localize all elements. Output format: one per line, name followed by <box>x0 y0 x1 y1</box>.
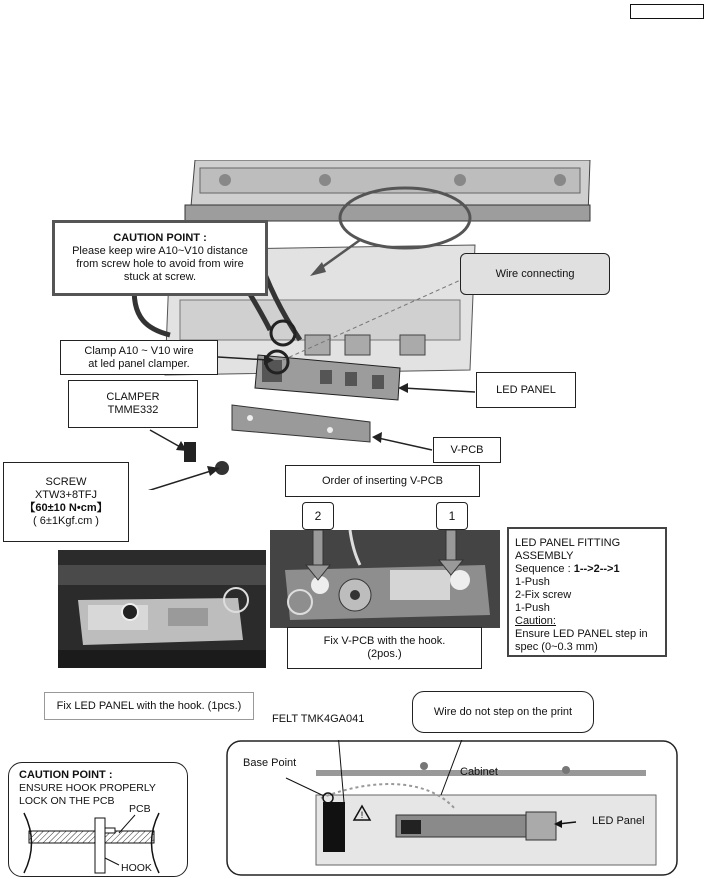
fix-vpcb-label <box>287 627 482 669</box>
caution-title: CAUTION POINT : <box>113 232 207 244</box>
clamper-name: CLAMPER <box>106 391 160 403</box>
screw-torque: 【60±10 N•cm】 <box>24 502 108 514</box>
fitting-caution-label: Caution: <box>515 615 556 627</box>
wire-connecting-label: Wire connecting <box>460 253 610 295</box>
fix-vpcb-line: Fix V-PCB with the hook. <box>323 635 446 647</box>
base-point-label: Base Point <box>243 757 297 769</box>
fitting-title: LED PANEL FITTING <box>515 537 621 549</box>
pcb-label: PCB <box>129 803 151 815</box>
screw-part: XTW3+8TFJ <box>34 489 98 501</box>
cabinet-label: Cabinet <box>460 766 498 778</box>
led-panel-small-label: LED Panel <box>592 815 645 827</box>
clamper-label <box>68 380 198 428</box>
vpcb-insert-photo <box>270 530 500 628</box>
fitting-caution-line: spec (0~0.3 mm) <box>515 641 598 653</box>
fitting-caution-line: Ensure LED PANEL step in <box>515 628 648 640</box>
fitting-title-2: ASSEMBLY <box>515 550 574 562</box>
screw-torque-kgf: ( 6±1Kgf.cm ) <box>33 515 99 527</box>
fix-led-panel-label: Fix LED PANEL with the hook. (1pcs.) <box>44 692 254 720</box>
vpcb-label: V-PCB <box>433 437 501 463</box>
step-number-1: 1 <box>436 502 468 530</box>
fitting-assembly-box <box>507 527 667 657</box>
svg-text:!: ! <box>360 810 364 820</box>
caution-hook-line: LOCK ON THE PCB <box>19 795 115 807</box>
led-panel-hook-photo <box>58 550 266 668</box>
caution-hook-line: ENSURE HOOK PROPERLY <box>19 782 156 794</box>
caution-hook-box <box>8 762 188 877</box>
screw-name: SCREW <box>45 476 87 488</box>
caution-line: from screw hole to avoid from wire <box>76 258 244 270</box>
fitting-sequence <box>515 563 659 576</box>
screw-label <box>3 462 129 542</box>
clamp-note <box>60 340 218 375</box>
step-number-2: 2 <box>302 502 334 530</box>
hook-cross-section <box>9 803 187 876</box>
fitting-step: 1-Push <box>515 576 550 588</box>
sequence-value: 1-->2-->1 <box>573 563 620 575</box>
caution-line: stuck at screw. <box>123 271 197 283</box>
clamper-part: TMME332 <box>107 404 159 416</box>
fitting-step: 1-Push <box>515 602 550 614</box>
exploded-view-illustration <box>0 160 708 490</box>
caution-hook-title: CAUTION POINT : <box>19 769 113 781</box>
page-number-box <box>630 4 704 19</box>
wire-no-step-label: Wire do not step on the print <box>412 691 594 733</box>
clamp-line: at led panel clamper. <box>88 357 190 370</box>
caution-line: Please keep wire A10~V10 distance <box>72 245 248 257</box>
led-panel-label: LED PANEL <box>476 372 576 408</box>
hook-label: HOOK <box>121 862 152 874</box>
order-label: Order of inserting V-PCB <box>285 465 480 497</box>
fitting-step: 2-Fix screw <box>515 589 572 601</box>
sequence-label: Sequence : <box>515 563 574 575</box>
caution-note-top <box>52 220 268 296</box>
felt-label: FELT TMK4GA041 <box>272 713 365 725</box>
clamp-line: Clamp A10 ~ V10 wire <box>84 344 194 357</box>
fix-vpcb-pos: (2pos.) <box>367 648 402 660</box>
